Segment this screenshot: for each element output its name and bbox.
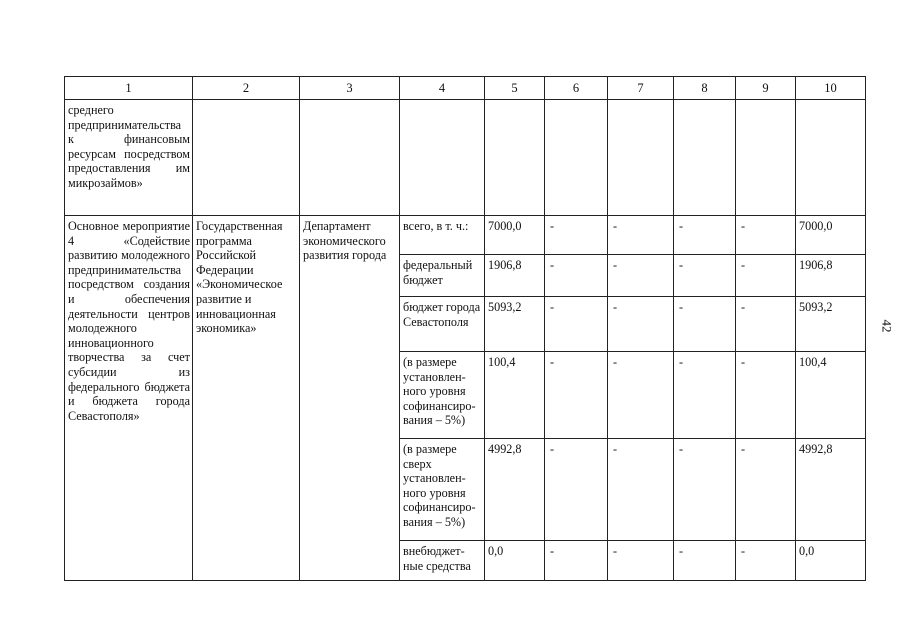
value-cell: - (674, 439, 736, 541)
header-cell: 3 (300, 77, 400, 100)
header-cell: 5 (485, 77, 545, 100)
value-cell: - (545, 297, 608, 352)
value-cell: - (608, 352, 674, 439)
budget-table (64, 76, 866, 581)
program-name: Государственная программа Российской Федерации «Экономическое развитие и инновационная экономика» (193, 216, 300, 581)
funding-source: (в размере установлен-ного уровня софинансиро-вания – 5%) (400, 352, 485, 439)
value-cell: 5093,2 (485, 297, 545, 352)
value-cell: - (545, 541, 608, 581)
value-cell: 5093,2 (796, 297, 866, 352)
value-cell: - (736, 352, 796, 439)
header-cell: 1 (65, 77, 193, 100)
funding-source: внебюджет-ные средства (400, 541, 485, 581)
value-cell: - (674, 297, 736, 352)
value-cell: - (674, 255, 736, 297)
header-cell: 9 (736, 77, 796, 100)
value-cell: - (608, 255, 674, 297)
measure-name: Основное мероприятие 4 «Содействие развитию молодежного предпринимательства посредством создания и обеспечения деятельности центров молодежного инновационного творчества за счет субсидии из федерального бюджета и бюджета города Севастополя» (65, 216, 193, 581)
header-cell: 4 (400, 77, 485, 100)
value-cell: - (736, 439, 796, 541)
value-cell: - (736, 541, 796, 581)
value-cell: 100,4 (485, 352, 545, 439)
funding-source: всего, в т. ч.: (400, 216, 485, 255)
empty-cell (736, 100, 796, 216)
value-cell: - (545, 352, 608, 439)
continuation-row (65, 100, 866, 216)
value-cell: - (674, 216, 736, 255)
empty-cell (796, 100, 866, 216)
value-cell: - (674, 352, 736, 439)
empty-cell (300, 100, 400, 216)
value-cell: - (608, 216, 674, 255)
page-number: 42 (879, 319, 895, 333)
empty-cell (485, 100, 545, 216)
empty-cell (193, 100, 300, 216)
header-cell: 8 (674, 77, 736, 100)
responsible-executor: Департамент экономического развития города (300, 216, 400, 581)
value-cell: 4992,8 (485, 439, 545, 541)
value-cell: - (608, 541, 674, 581)
header-cell: 7 (608, 77, 674, 100)
value-cell: - (545, 439, 608, 541)
funding-source: федеральный бюджет (400, 255, 485, 297)
funding-source: (в размере сверх установлен-ного уровня софинансиро-вания – 5%) (400, 439, 485, 541)
header-cell: 10 (796, 77, 866, 100)
funding-source: бюджет города Севастополя (400, 297, 485, 352)
value-cell: 1906,8 (796, 255, 866, 297)
value-cell: 4992,8 (796, 439, 866, 541)
value-cell: 7000,0 (485, 216, 545, 255)
value-cell: - (608, 439, 674, 541)
empty-cell (608, 100, 674, 216)
empty-cell (400, 100, 485, 216)
value-cell: 0,0 (485, 541, 545, 581)
table-row (65, 216, 866, 255)
header-row (65, 77, 866, 100)
value-cell: 100,4 (796, 352, 866, 439)
header-cell: 2 (193, 77, 300, 100)
value-cell: - (545, 255, 608, 297)
value-cell: - (545, 216, 608, 255)
value-cell: - (736, 255, 796, 297)
value-cell: - (736, 297, 796, 352)
value-cell: 0,0 (796, 541, 866, 581)
value-cell: - (674, 541, 736, 581)
measure-name-continuation: среднего предпринимательства к финансовым ресурсам посредством предоставления им микрозаймов» (65, 100, 193, 216)
header-cell: 6 (545, 77, 608, 100)
value-cell: - (736, 216, 796, 255)
value-cell: - (608, 297, 674, 352)
empty-cell (674, 100, 736, 216)
empty-cell (545, 100, 608, 216)
value-cell: 7000,0 (796, 216, 866, 255)
value-cell: 1906,8 (485, 255, 545, 297)
